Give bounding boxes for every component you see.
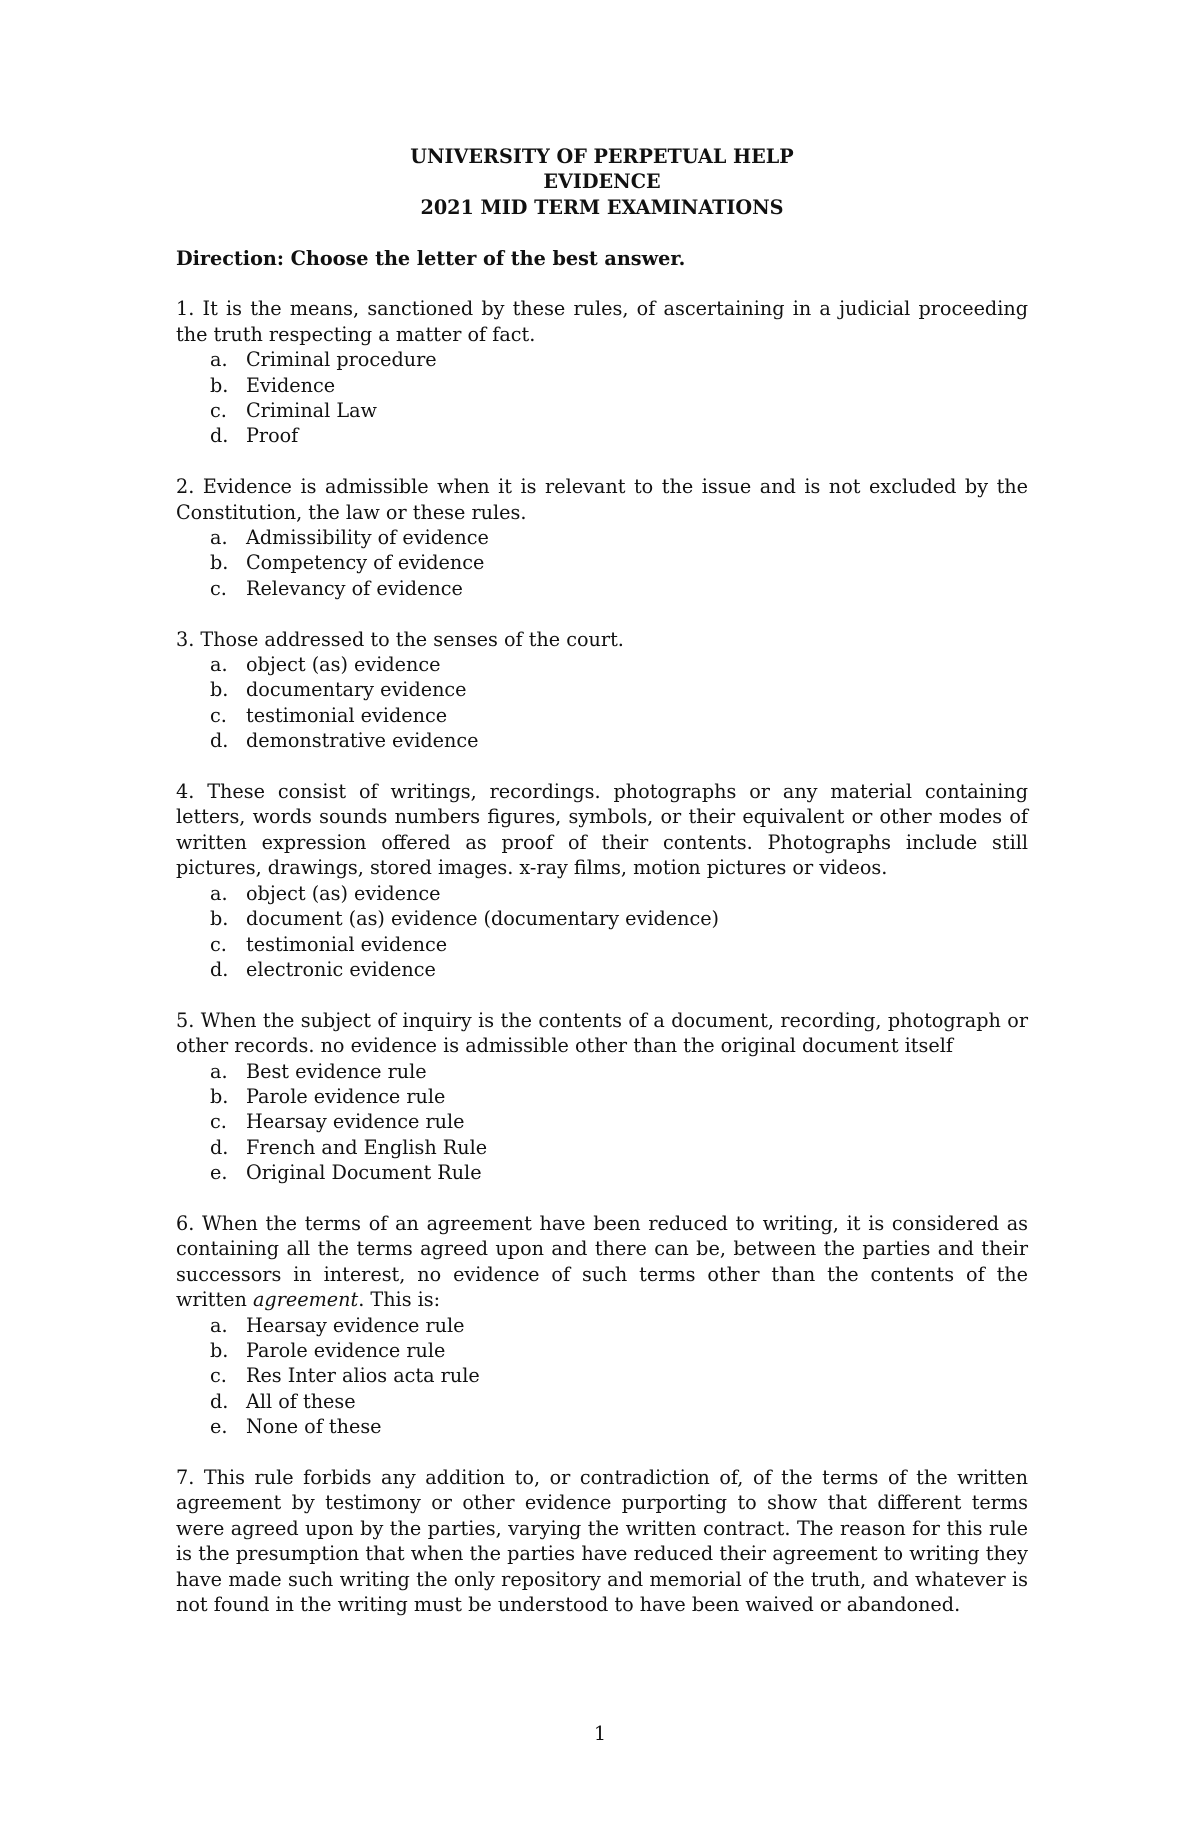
- option-list: [176, 525, 1028, 601]
- question-text: [176, 1211, 1028, 1313]
- option-letter: e.: [210, 1415, 228, 1439]
- option-letter: c.: [210, 703, 227, 727]
- option-text: Proof: [246, 424, 299, 448]
- option-c[interactable]: [176, 398, 1028, 423]
- option-text: document (as) evidence (documentary evidence): [246, 907, 720, 931]
- direction-text: Direction: Choose the letter of the best answer.: [176, 246, 686, 270]
- option-a[interactable]: [176, 652, 1028, 677]
- option-text: Criminal procedure: [246, 348, 437, 372]
- question-1: [176, 296, 1028, 448]
- university-name: UNIVERSITY OF PERPETUAL HELP: [410, 145, 794, 168]
- option-letter: d.: [210, 1389, 229, 1413]
- option-b[interactable]: [176, 906, 1028, 931]
- question-4: [176, 779, 1028, 982]
- option-letter: b.: [210, 373, 229, 397]
- option-letter: d.: [210, 1135, 229, 1159]
- exam-content: [176, 144, 1028, 1617]
- question-text-start: 6. When the terms of an agreement have been reduced to writing, it is considered as containing all the terms agreed upon and there can be, between the parties and their successors in interest, no evidence of such terms other than the contents of the written: [176, 1211, 1028, 1312]
- exam-title: 2021 MID TERM EXAMINATIONS: [420, 195, 784, 219]
- option-list: [176, 652, 1028, 754]
- option-text: Evidence: [246, 373, 336, 397]
- question-text: 5. When the subject of inquiry is the contents of a document, recording, photograph or other records. no evidence is admissible other than the original document itself: [176, 1008, 1028, 1058]
- option-d[interactable]: [176, 1389, 1028, 1414]
- question-7: [176, 1465, 1028, 1617]
- option-c[interactable]: [176, 1109, 1028, 1134]
- option-letter: c.: [210, 576, 227, 600]
- subject-title: EVIDENCE: [543, 170, 661, 194]
- option-letter: a.: [210, 526, 228, 550]
- page-number: 1: [593, 1722, 607, 1745]
- option-letter: d.: [210, 729, 229, 753]
- option-b[interactable]: [176, 373, 1028, 398]
- option-letter: b.: [210, 907, 229, 931]
- option-a[interactable]: [176, 1313, 1028, 1338]
- option-text: Original Document Rule: [246, 1161, 482, 1185]
- option-c[interactable]: [176, 1363, 1028, 1388]
- option-text: Parole evidence rule: [246, 1338, 446, 1362]
- option-text: documentary evidence: [246, 678, 467, 702]
- option-text: object (as) evidence: [246, 881, 441, 905]
- option-text: object (as) evidence: [246, 653, 441, 677]
- question-5: [176, 1008, 1028, 1186]
- question-6: [176, 1211, 1028, 1440]
- option-b[interactable]: [176, 1338, 1028, 1363]
- option-text: Hearsay evidence rule: [246, 1110, 465, 1134]
- option-letter: b.: [210, 551, 229, 575]
- option-text: None of these: [246, 1415, 382, 1439]
- question-text-italic: agreement: [252, 1288, 359, 1312]
- option-a[interactable]: [176, 525, 1028, 550]
- option-text: Competency of evidence: [246, 551, 485, 575]
- option-letter: b.: [210, 1084, 229, 1108]
- option-text: Relevancy of evidence: [246, 576, 463, 600]
- option-c[interactable]: [176, 703, 1028, 728]
- option-text: Res Inter alios acta rule: [246, 1364, 480, 1388]
- option-a[interactable]: [176, 881, 1028, 906]
- option-letter: a.: [210, 348, 228, 372]
- option-list: [176, 1059, 1028, 1186]
- option-text: testimonial evidence: [246, 703, 448, 727]
- option-b[interactable]: [176, 550, 1028, 575]
- option-letter: c.: [210, 1364, 227, 1388]
- question-text: 3. Those addressed to the senses of the court.: [176, 627, 624, 651]
- option-list: [176, 1313, 1028, 1440]
- option-letter: a.: [210, 1059, 228, 1083]
- option-text: All of these: [246, 1389, 356, 1413]
- option-letter: a.: [210, 653, 228, 677]
- option-letter: c.: [210, 399, 227, 423]
- option-letter: d.: [210, 957, 229, 981]
- option-letter: c.: [210, 932, 227, 956]
- option-text: Hearsay evidence rule: [246, 1313, 465, 1337]
- option-text: electronic evidence: [246, 957, 436, 981]
- option-b[interactable]: [176, 677, 1028, 702]
- option-text: Parole evidence rule: [246, 1084, 446, 1108]
- exam-header: [176, 144, 1028, 220]
- question-text: 2. Evidence is admissible when it is relevant to the issue and is not excluded by the Constitution, the law or these rules.: [176, 475, 1028, 524]
- option-letter: d.: [210, 424, 229, 448]
- question-text-end: . This is:: [358, 1288, 441, 1312]
- question-text: 4. These consist of writings, recordings. photographs or any material containing letters, words sounds numbers figures, symbols, or their equivalent or other modes of written expression offered as proof of their contents. Photographs include still pictures, drawings, stored images. x-ray films, motion pictures or videos.: [176, 780, 1028, 880]
- option-d[interactable]: [176, 957, 1028, 982]
- option-letter: e.: [210, 1161, 228, 1185]
- question-text: 1. It is the means, sanctioned by these rules, of ascertaining in a judicial proceeding the truth respecting a matter of fact.: [176, 297, 1028, 346]
- option-c[interactable]: [176, 932, 1028, 957]
- option-e[interactable]: [176, 1160, 1028, 1185]
- option-letter: b.: [210, 678, 229, 702]
- option-text: Criminal Law: [246, 399, 377, 423]
- option-letter: c.: [210, 1110, 227, 1134]
- option-text: Best evidence rule: [246, 1059, 427, 1083]
- question-2: [176, 474, 1028, 601]
- option-list: [176, 347, 1028, 449]
- question-text: 7. This rule forbids any addition to, or contradiction of, of the terms of the written agreement by testimony or other evidence purporting to show that different terms were agreed upon by the parties, varying the written contract. The reason for this rule is the presumption that when the parties have reduced their agreement to writing they have made such writing the only repository and memorial of the truth, and whatever is not found in the writing must be understood to have been waived or abandoned.: [176, 1466, 1028, 1617]
- option-a[interactable]: [176, 347, 1028, 372]
- question-3: [176, 627, 1028, 754]
- option-d[interactable]: [176, 1135, 1028, 1160]
- option-letter: a.: [210, 881, 228, 905]
- option-text: demonstrative evidence: [246, 729, 479, 753]
- option-text: testimonial evidence: [246, 932, 448, 956]
- option-b[interactable]: [176, 1084, 1028, 1109]
- option-d[interactable]: [176, 728, 1028, 753]
- option-d[interactable]: [176, 423, 1028, 448]
- option-text: Admissibility of evidence: [246, 526, 489, 550]
- option-e[interactable]: [176, 1414, 1028, 1439]
- option-list: [176, 881, 1028, 983]
- option-letter: a.: [210, 1313, 228, 1337]
- option-letter: b.: [210, 1338, 229, 1362]
- option-c[interactable]: [176, 576, 1028, 601]
- option-text: French and English Rule: [246, 1135, 488, 1159]
- option-a[interactable]: [176, 1059, 1028, 1084]
